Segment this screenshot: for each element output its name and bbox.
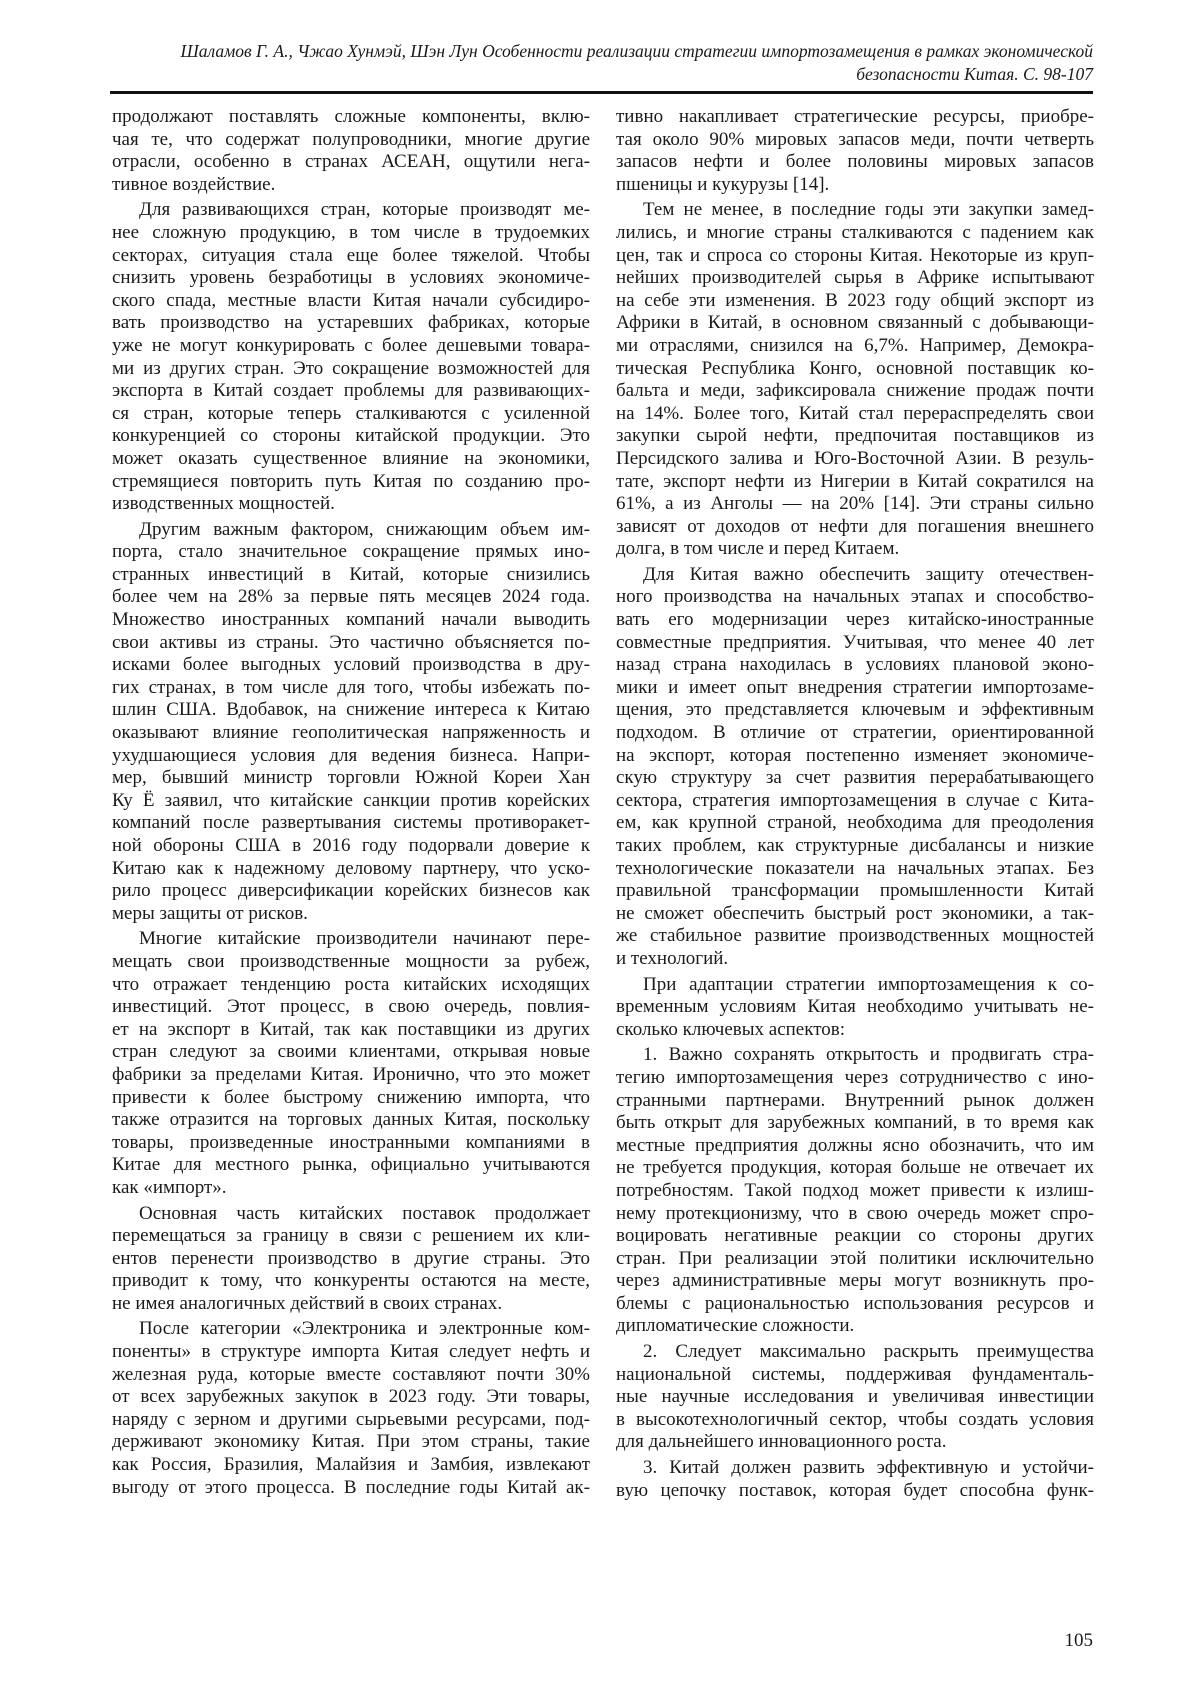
text-line: более чем на 28% за первые пять месяцев 2024 года. (112, 586, 590, 609)
text-line: товары, произведенные иностранными компаниями в (112, 1132, 590, 1155)
text-line: компаний после развертывания системы противоракет- (112, 812, 590, 835)
text-line: тая около 90% мировых запасов меди, почти четверть (616, 129, 1094, 152)
text-line: продолжают поставлять сложные компоненты, вклю- (112, 106, 590, 129)
text-line: снизить уровень безработицы в условиях экономиче- (112, 267, 590, 290)
text-line: вую цепочку поставок, которая будет способна функ- (616, 1480, 1094, 1503)
text-line: закупки сырой нефти, предпочитая поставщиков из (616, 425, 1094, 448)
text-line: шлин США. Вдобавок, на снижение интереса к Китаю (112, 699, 590, 722)
text-line: изводственных мощностей. (112, 493, 590, 516)
text-line: ного производства на начальных этапах и способство- (616, 586, 1094, 609)
text-line: стран. При реализации этой политики исключительно (616, 1248, 1094, 1271)
paragraph (616, 1341, 1094, 1454)
text-line: от всех зарубежных закупок в 2023 году. Эти товары, (112, 1386, 590, 1409)
text-line: Для Китая важно обеспечить защиту отечествен- (616, 564, 1094, 587)
text-line: отрасли, особенно в странах АСЕАН, ощутили нега- (112, 151, 590, 174)
text-line: через административные меры могут возникнуть про- (616, 1270, 1094, 1293)
text-line: тивное воздействие. (112, 174, 590, 197)
text-line: сектора, стратегия импортозамещения в случае с Кита- (616, 790, 1094, 813)
text-line: нему протекционизму, что в свою очередь может спро- (616, 1203, 1094, 1226)
text-line: технологические показатели на начальных этапах. Без (616, 858, 1094, 881)
text-line: потребностям. Такой подход может привести к излиш- (616, 1180, 1094, 1203)
text-line: Многие китайские производители начинают пере- (112, 928, 590, 951)
text-line: перемещаться за границу в связи с решением их кли- (112, 1225, 590, 1248)
text-line: нейших производителей сырья в Африке испытывают (616, 267, 1094, 290)
text-line: фабрики за пределами Китая. Иронично, что это может (112, 1064, 590, 1087)
running-header (110, 40, 1093, 86)
text-line: ского спада, местные власти Китая начали субсидиро- (112, 290, 590, 313)
text-line: как «импорт». (112, 1177, 590, 1200)
text-line: 2. Следует максимально раскрыть преимущества (616, 1341, 1094, 1364)
text-line: местные предприятия должны ясно обозначить, что им (616, 1135, 1094, 1158)
text-line: лились, и многие страны сталкиваются с падением как (616, 222, 1094, 245)
text-line: ет на экспорт в Китай, так как поставщики из других (112, 1019, 590, 1042)
text-line: в высокотехнологичный сектор, чтобы создать условия (616, 1409, 1094, 1432)
text-line: зависят от доходов от нефти для погашения внешнего (616, 516, 1094, 539)
text-line: При адаптации стратегии импортозамещения к со- (616, 974, 1094, 997)
text-line: привести к более быстрому снижению импорта, что (112, 1087, 590, 1110)
text-line: ся стран, которые теперь сталкиваются с усиленной (112, 403, 590, 426)
text-line: как Россия, Бразилия, Малайзия и Замбия, извлекают (112, 1454, 590, 1477)
text-line: мещать свои производственные мощности за рубеж, (112, 951, 590, 974)
running-header-line-2: безопасности Китая. С. 98-107 (110, 63, 1093, 86)
text-line: ные научные исследования и увеличивая инвестиции (616, 1386, 1094, 1409)
text-line: бальта и меди, зафиксировала снижение продаж почти (616, 380, 1094, 403)
text-line: что отражает тенденцию роста китайских исходящих (112, 974, 590, 997)
text-line: ентов перенести производство в другие страны. Это (112, 1248, 590, 1271)
text-line: подходом. В отличие от стратегии, ориентированной (616, 722, 1094, 745)
text-line: может оказать существенное влияние на экономики, (112, 448, 590, 471)
text-line: таких проблем, как структурные дисбалансы и низкие (616, 835, 1094, 858)
text-line: исками более выгодных условий производства в дру- (112, 654, 590, 677)
text-line: тивно накапливает стратегические ресурсы, приобре- (616, 106, 1094, 129)
text-line: щения, это представляется ключевым и эффективным (616, 699, 1094, 722)
text-line: совместные предприятия. Учитывая, что менее 40 лет (616, 632, 1094, 655)
text-line: железная руда, которые вместе составляют почти 30% (112, 1364, 590, 1387)
text-line: Персидского залива и Юго-Восточной Азии. В резуль- (616, 448, 1094, 471)
text-line: Другим важным фактором, снижающим объем им- (112, 519, 590, 542)
text-line: назад страна находилась в условиях плановой эконо- (616, 654, 1094, 677)
text-line: блемы с рациональностью использования ресурсов и (616, 1293, 1094, 1316)
text-line: тате, экспорт нефти из Нигерии в Китай сократился на (616, 471, 1094, 494)
text-line: чая те, что содержат полупроводники, многие другие (112, 129, 590, 152)
paragraph (112, 928, 590, 1199)
paragraph (112, 199, 590, 515)
text-line: ухудшающиеся условия для ведения бизнеса. Напри- (112, 745, 590, 768)
text-line: Множество иностранных компаний начали выводить (112, 609, 590, 632)
text-line: быть открыт для зарубежных компаний, в то время как (616, 1112, 1094, 1135)
text-line: пшеницы и кукурузы [14]. (616, 174, 1094, 197)
text-line: ми из других стран. Это сокращение возможностей для (112, 358, 590, 381)
text-line: Африки в Китай, в основном связанный с добывающи- (616, 312, 1094, 335)
text-line: временным условиям Китая необходимо учитывать не- (616, 996, 1094, 1019)
text-line: стремящиеся повторить путь Китая по созданию про- (112, 471, 590, 494)
text-line: тегию импортозамещения через сотрудничество с ино- (616, 1067, 1094, 1090)
text-line: 61%, а из Анголы — на 20% [14]. Эти страны сильно (616, 493, 1094, 516)
running-header-line-1: Шаламов Г. А., Чжао Хунмэй, Шэн Лун Особенности реализации стратегии импортозамещения в рамках экономической (110, 40, 1093, 63)
text-line: вать его модернизации через китайско-иностранные (616, 609, 1094, 632)
text-line: ем, как крупной страной, необходима для преодоления (616, 812, 1094, 835)
text-line: для дальнейшего инновационного роста. (616, 1431, 1094, 1454)
paragraph (112, 1203, 590, 1316)
paragraph (616, 106, 1094, 196)
paragraph (616, 1044, 1094, 1338)
text-line: на 14%. Более того, Китай стал перераспределять свои (616, 403, 1094, 426)
paragraph (616, 564, 1094, 971)
text-line: также отразится на торговых данных Китая, поскольку (112, 1109, 590, 1132)
text-line: дипломатические сложности. (616, 1315, 1094, 1338)
right-column (616, 106, 1094, 1505)
text-line: мер, бывший министр торговли Южной Кореи Хан (112, 767, 590, 790)
text-line: свои активы из страны. Это частично объясняется по- (112, 632, 590, 655)
text-line: порта, стало значительное сокращение прямых ино- (112, 541, 590, 564)
text-line: Ку Ё заявил, что китайские санкции против корейских (112, 790, 590, 813)
text-line: на себе эти изменения. В 2023 году общий экспорт из (616, 290, 1094, 313)
text-line: выгоду от этого процесса. В последние годы Китай ак- (112, 1477, 590, 1500)
text-line: странными партнерами. Внутренний рынок должен (616, 1090, 1094, 1113)
paragraph (616, 974, 1094, 1042)
paragraph (112, 519, 590, 926)
text-line: уже не могут конкурировать с более дешевыми товара- (112, 335, 590, 358)
text-line: Для развивающихся стран, которые производят ме- (112, 199, 590, 222)
text-line: нее сложную продукцию, в том числе в трудоемких (112, 222, 590, 245)
text-line: оказывают влияние геополитическая напряженность и (112, 722, 590, 745)
paragraph (112, 1318, 590, 1499)
text-line: вать производство на устаревших фабриках, которые (112, 312, 590, 335)
text-line: поненты» в структуре импорта Китая следует нефть и (112, 1341, 590, 1364)
text-line: секторах, ситуация стала еще более тяжелой. Чтобы (112, 245, 590, 268)
text-line: гих странах, в том числе для того, чтобы избежать по- (112, 677, 590, 700)
text-line: долга, в том числе и перед Китаем. (616, 538, 1094, 561)
text-line: запасов нефти и более половины мировых запасов (616, 151, 1094, 174)
paragraph (112, 106, 590, 196)
text-line: Основная часть китайских поставок продолжает (112, 1203, 590, 1226)
text-line: Тем не менее, в последние годы эти закупки замед- (616, 199, 1094, 222)
text-line: 1. Важно сохранять открытость и продвигать стра- (616, 1044, 1094, 1067)
text-line: на экспорт, которая постепенно изменяет экономиче- (616, 745, 1094, 768)
text-line: не требуется продукция, которая больше не отвечает их (616, 1157, 1094, 1180)
text-line: не сможет обеспечить быстрый рост экономики, а так- (616, 903, 1094, 926)
text-line: тическая Республика Конго, основной поставщик ко- (616, 358, 1094, 381)
text-line: и технологий. (616, 948, 1094, 971)
paragraph (616, 1457, 1094, 1502)
text-line: же стабильное развитие производственных мощностей (616, 925, 1094, 948)
text-line: странных инвестиций в Китай, которые снизились (112, 564, 590, 587)
text-line: Китаю как к надежному деловому партнеру, что уско- (112, 858, 590, 881)
left-column (112, 106, 590, 1502)
text-line: цен, так и спроса со стороны Китая. Некоторые из круп- (616, 245, 1094, 268)
text-line: национальной системы, поддерживая фундаменталь- (616, 1364, 1094, 1387)
text-line: экспорта в Китай создает проблемы для развивающих- (112, 380, 590, 403)
text-line: скую структуру за счет развития перерабатывающего (616, 767, 1094, 790)
text-line: правильной трансформации промышленности Китай (616, 880, 1094, 903)
text-line: меры защиты от рисков. (112, 903, 590, 926)
text-line: конкуренцией со стороны китайской продукции. Это (112, 425, 590, 448)
text-line: не имея аналогичных действий в своих странах. (112, 1293, 590, 1316)
text-line: Китае для местного рынка, официально учитываются (112, 1154, 590, 1177)
page-number: 105 (1065, 1630, 1094, 1652)
text-line: мики и имеет опыт внедрения стратегии импортозаме- (616, 677, 1094, 700)
text-line: воцировать негативные реакции со стороны других (616, 1225, 1094, 1248)
text-line: приводит к тому, что конкуренты остаются на месте, (112, 1270, 590, 1293)
paragraph (616, 199, 1094, 561)
text-line: стран следуют за своими клиентами, открывая новые (112, 1041, 590, 1064)
text-line: 3. Китай должен развить эффективную и устойчи- (616, 1457, 1094, 1480)
text-line: инвестиций. Этот процесс, в свою очередь, повлия- (112, 996, 590, 1019)
text-line: После категории «Электроника и электронные ком- (112, 1318, 590, 1341)
text-line: держивают экономику Китая. При этом страны, такие (112, 1431, 590, 1454)
text-line: рило процесс диверсификации корейских бизнесов как (112, 880, 590, 903)
text-line: сколько ключевых аспектов: (616, 1019, 1094, 1042)
text-line: ми отраслями, снизился на 6,7%. Например, Демокра- (616, 335, 1094, 358)
header-divider (110, 91, 1093, 94)
text-line: ной обороны США в 2016 году подорвали доверие к (112, 835, 590, 858)
text-line: наряду с зерном и другими сырьевыми ресурсами, под- (112, 1409, 590, 1432)
